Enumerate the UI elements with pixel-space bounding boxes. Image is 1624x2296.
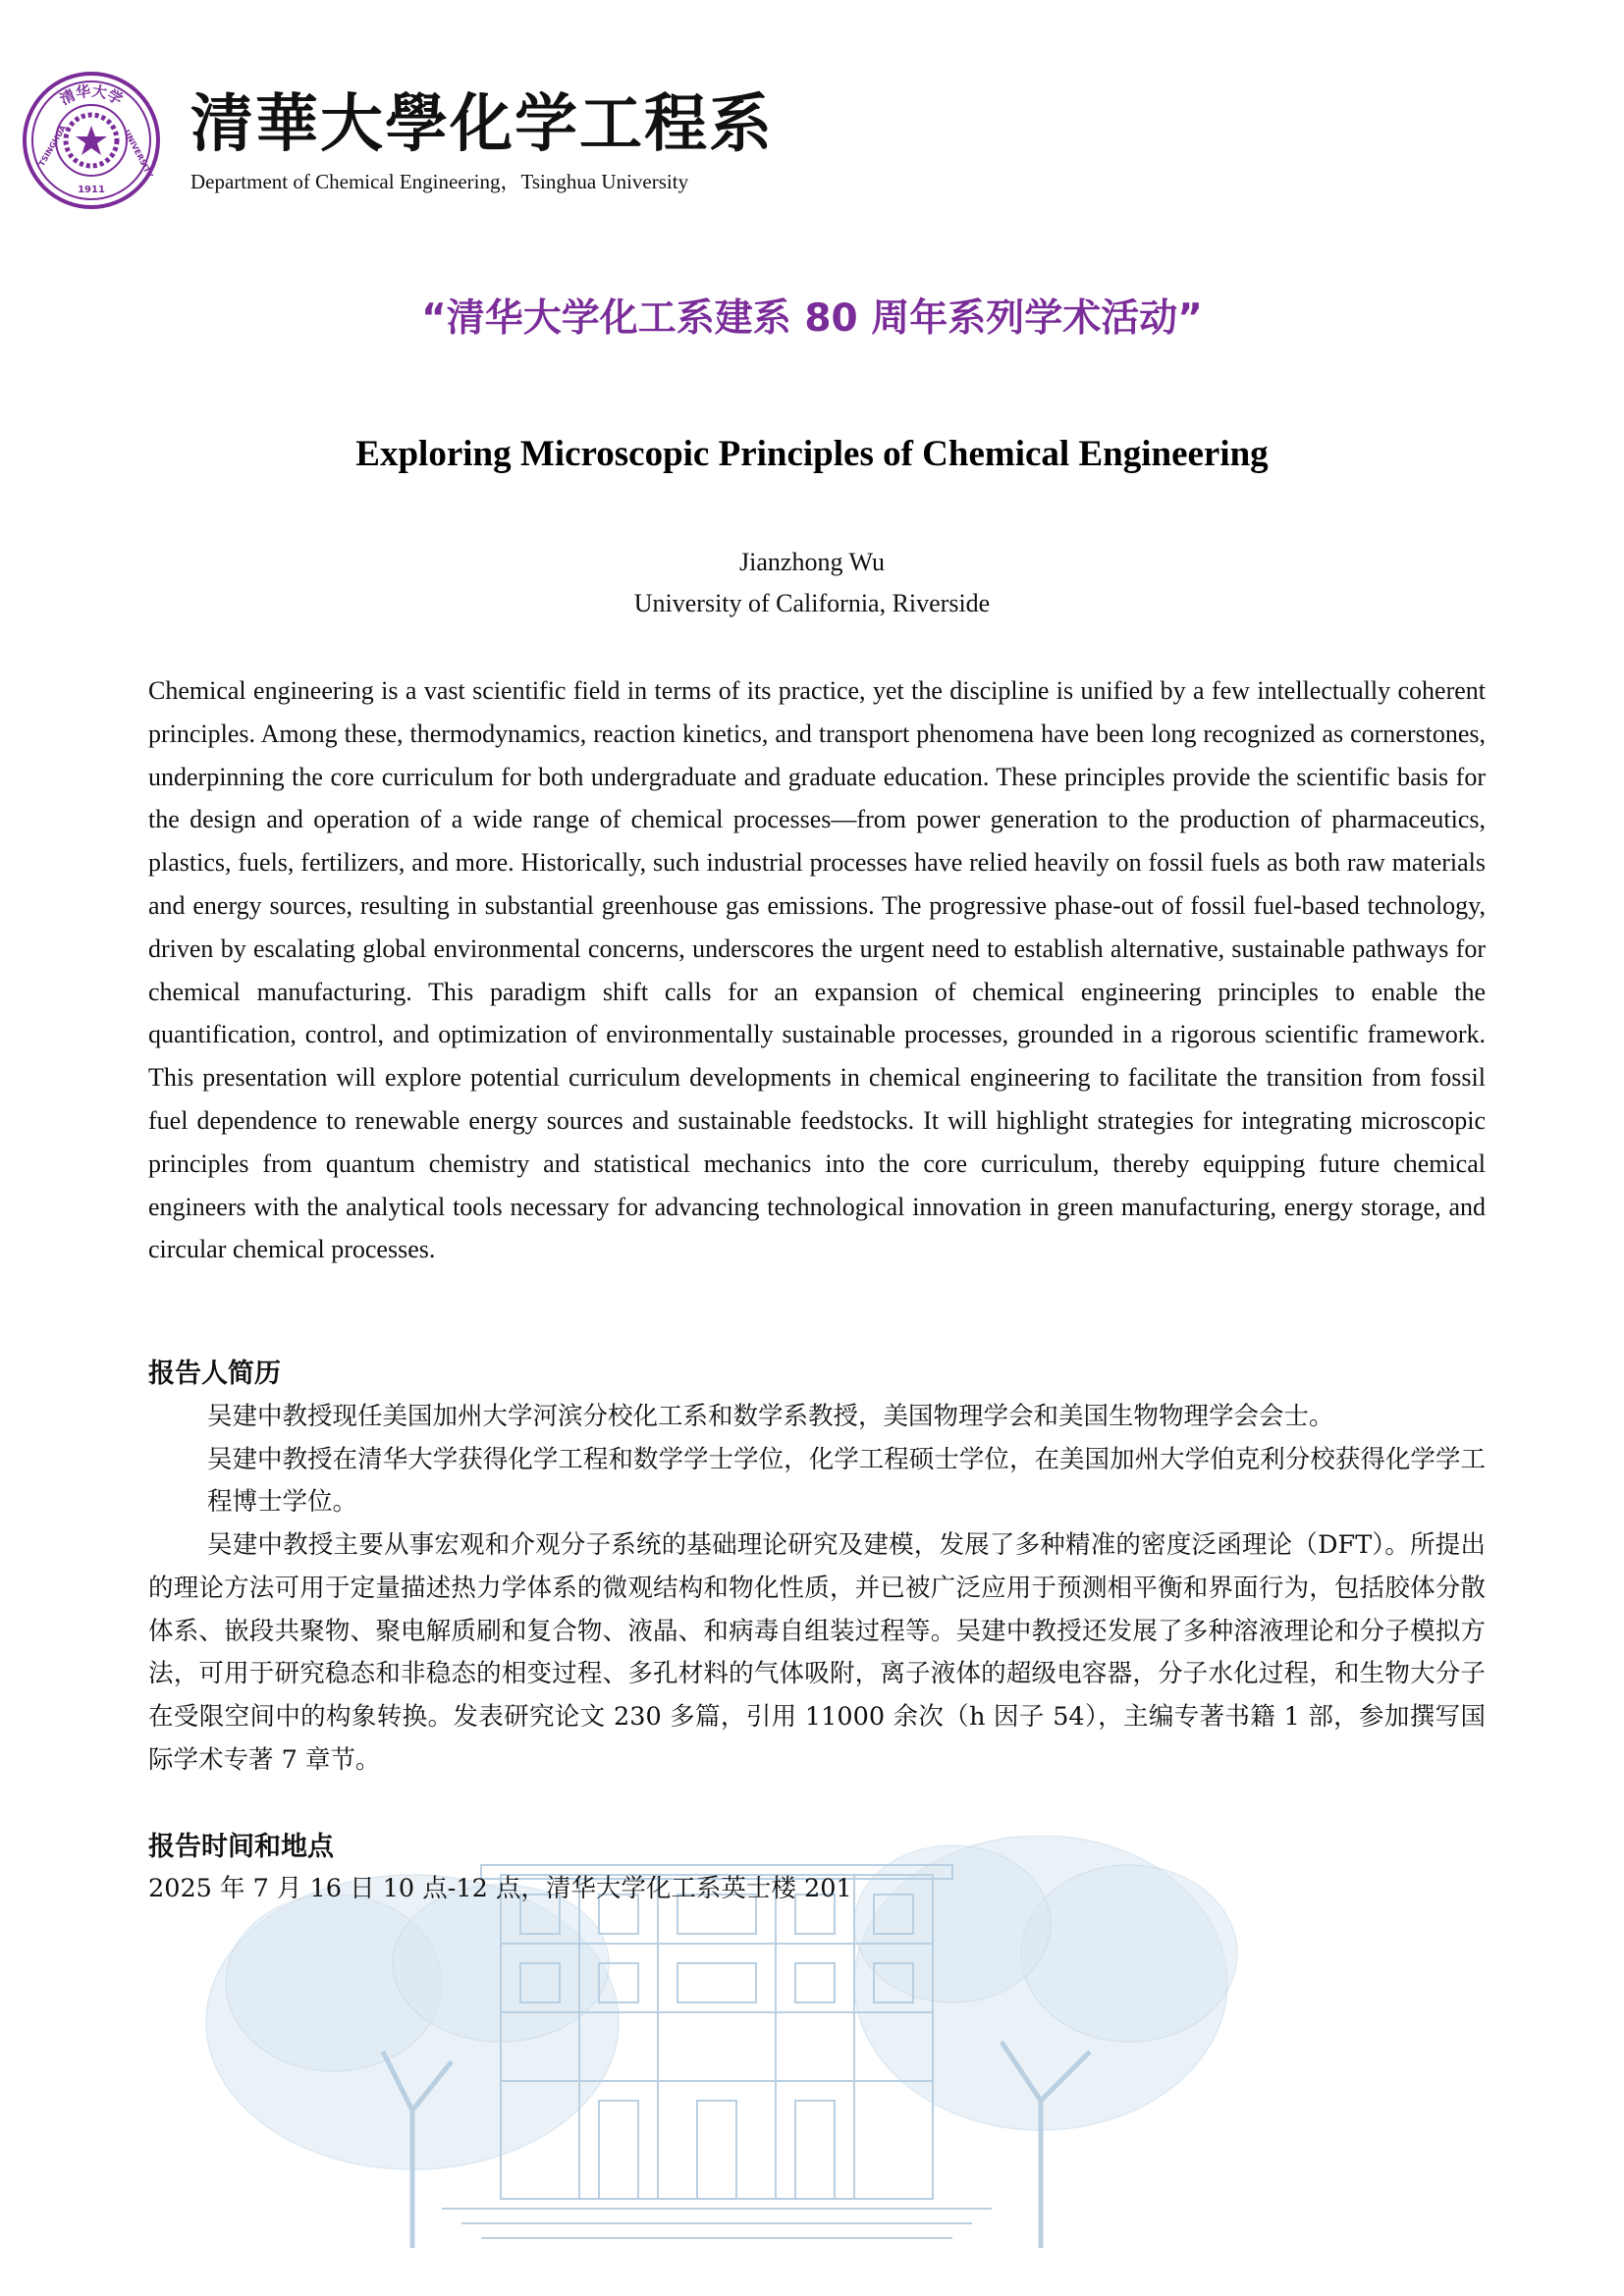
logo-chinese-title: 清華大學化学工程系: [190, 87, 774, 161]
abstract-paragraph: Chemical engineering is a vast scientific field in terms of its practice, yet the discipline is unified by a few intellectually coherent principles. Among these, thermodynamics, reaction kinetics, and transport phenomena have been long recognized as cornerstones, underpinning the core curriculum for both undergraduate and graduate education. These principles provide the scientific basis for the design and operation of a wide range of chemical processes—from power generation to the production of pharmaceutics, plastics, fuels, fertilizers, and more. Historically, such industrial processes have relied heavily on fossil fuels as both raw materials and energy sources, resulting in substantial greenhouse gas emissions. The progressive phase-out of fossil fuel-based technology, driven by escalating global environmental concerns, underscores the urgent need to establish alternative, sustainable pathways for chemical manufacturing. This paradigm shift calls for an expansion of chemical engineering principles to enable the quantification, control, and optimization of environmentally sustainable processes, grounded in a rigorous scientific framework. This presentation will explore potential curriculum developments in chemical engineering to facilitate the transition from fossil fuel dependence to renewable energy sources and sustainable feedstocks. It will highlight strategies for integrating microscopic principles from quantum chemistry and statistical mechanics into the core curriculum, thereby equipping future chemical engineers with the analytical tools necessary for advancing technological innovation in green manufacturing, energy storage, and circular chemical processes.: [148, 676, 1486, 1264]
schedule-text: 2025 年 7 月 16 日 10 点-12 点，清华大学化工系英士楼 201: [148, 1874, 852, 1903]
header: [22, 71, 774, 218]
logo-english-subtitle: Department of Chemical Engineering，Tsinghua University: [190, 170, 689, 193]
series-title: “清华大学化工系建系 80 周年系列学术活动”: [421, 296, 1203, 341]
bio-paragraph-3: 吴建中教授主要从事宏观和介观分子系统的基础理论研究及建模，发展了多种精准的密度泛函理论（DFT）。所提出的理论方法可用于定量描述热力学体系的微观结构和物化性质，并已被广泛应用于预测相平衡和界面行为，包括胶体分散体系、嵌段共聚物、聚电解质刷和复合物、液晶、和病毒自组装过程等。吴建中教授还发展了多种溶液理论和分子模拟方法，可用于研究稳态和非稳态的相变过程、多孔材料的气体吸附，离子液体的超级电容器，分子水化过程，和生物大分子在受限空间中的构象转换。发表研究论文 230 多篇，引用 11000 余次（h 因子 54），主编专著书籍 1 部，参加撰写国际学术专著 7 章节。: [148, 1530, 1486, 1775]
bio-section: [148, 1396, 1486, 1782]
seal-top-text: 清华大学: [57, 81, 126, 109]
talk-title: Exploring Microscopic Principles of Chemical Engineering: [355, 434, 1269, 474]
bio-heading: 报告人简历: [148, 1359, 281, 1389]
seal-right-text: UNIVERSITY: [122, 128, 155, 180]
department-brand: [190, 88, 774, 196]
speaker-name: Jianzhong Wu: [739, 548, 885, 576]
seal-year: 1911: [78, 185, 105, 195]
speaker-block: [0, 542, 1624, 624]
tsinghua-seal-logo: [22, 71, 161, 210]
bio-paragraph-1: 吴建中教授现任美国加州大学河滨分校化工系和数学系教授，美国物理学会和美国生物物理学会会士。: [207, 1402, 1334, 1431]
schedule-heading: 报告时间和地点: [148, 1832, 334, 1862]
bio-paragraph-2: 吴建中教授在清华大学获得化学工程和数学学士学位，化学工程硕士学位，在美国加州大学伯克利分校获得化学学工程博士学位。: [207, 1444, 1486, 1518]
speaker-affiliation: University of California, Riverside: [633, 589, 991, 617]
seal-left-text: TSINGHUA: [36, 124, 69, 168]
